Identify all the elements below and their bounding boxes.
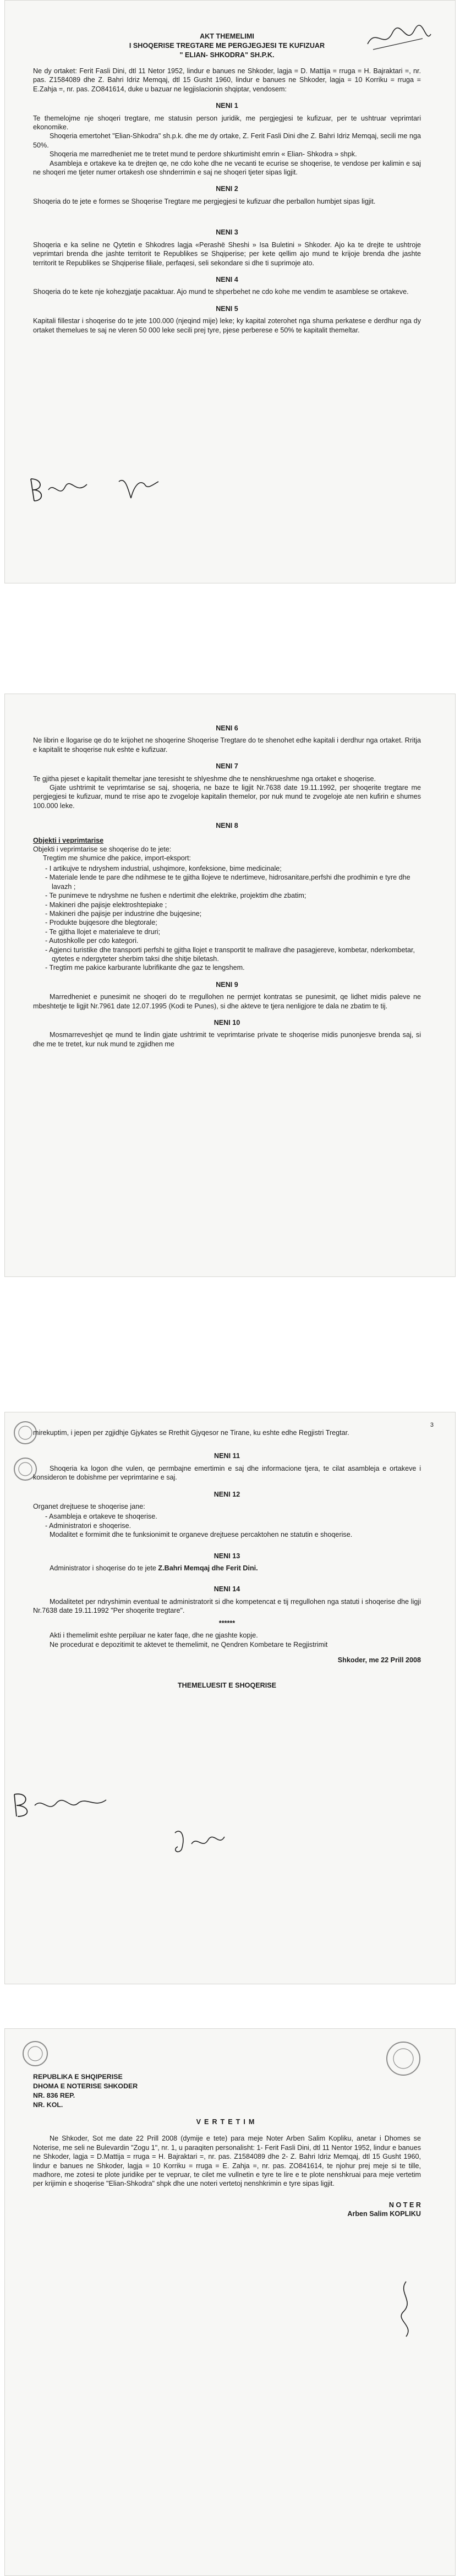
document-page-1	[4, 0, 456, 583]
article-heading: NENI 5	[216, 304, 238, 313]
header-line: NR. 836 REP.	[33, 2092, 75, 2099]
article-heading: NENI 10	[213, 1018, 240, 1027]
article-heading: NENI 8	[216, 822, 238, 830]
document-title: VERTETIM	[196, 2118, 258, 2126]
handwritten-signature	[169, 1825, 230, 1858]
list-item: - Autoshkolle per cdo kategori.	[45, 937, 139, 945]
article-heading: NENI 11	[214, 1452, 240, 1460]
list-item: - Administratori e shoqerise.	[45, 1521, 132, 1530]
intro-paragraph: Ne dy ortaket: Ferit Fasli Dini, dtl 11 Netor 1952, lindur e banues ne Shkoder, lagja = D. Mattija = rruga = H. Bajraktari =, nr. pas. Z1584089 dhe Z. Bahri Idriz Memqaj, dtl 15 Gusht 1960, lindur e banues ne Shkoder, lagja = 10 Korriku = rruga = E.Zahja =, nr. pas. ZO841614, duke u bazuar ne legjislacionin shqiptar, vendosem:	[33, 67, 421, 93]
document-page-3	[4, 1412, 456, 1984]
article-heading: NENI 12	[213, 1490, 240, 1498]
handwritten-signature	[26, 473, 92, 506]
article-text	[33, 1564, 421, 1573]
title-line: " ELIAN- SHKODRA" SH.P.K.	[179, 51, 275, 59]
article-heading: NENI 2	[216, 185, 238, 193]
administrator-name: Z.Bahri Memqaj dhe Ferit Dini.	[158, 1564, 258, 1573]
list-item: - Agjenci turistike dhe transporti perfshi te gjitha llojet e transportit te mallrave dhe pasagjereve, kombetar, nderkombetar, qytetes e ndergyteter sherbim taksi dhe shitje biletash.	[45, 946, 415, 963]
list-item: - Te gjitha llojet e materialeve te druri;	[45, 927, 161, 936]
list-item: - Asambleja e ortakeve te shoqerise.	[45, 1513, 157, 1521]
notary-title: N O T E R	[388, 2201, 421, 2209]
notary-name: Arben Salim KOPLIKU	[347, 2209, 421, 2218]
article-text: Tregtim me shumice dhe pakice, import-eksport:	[43, 854, 191, 863]
notary-header	[33, 2072, 421, 2110]
article-text: mirekuptim, i jepen per zgjidhje Gjykates se Rrethit Gjyqesor ne Tirane, ku eshte edhe Regjistri Tregtar.	[33, 1429, 349, 1437]
article-text: Shoqeria do te kete nje kohezgjatje pacaktuar. Ajo mund te shperbehet ne cdo kohe me vendim te asamblese se ortakeve.	[33, 288, 409, 296]
notary-signature-block	[33, 2201, 421, 2218]
section-subtitle: Objekti i veprimtarise	[33, 836, 104, 844]
article-text: Modalitet e formimit dhe te funksionimit te organeve drejtuese percaktohen ne statutin e shoqerise.	[50, 1531, 353, 1539]
document-page-2	[4, 694, 456, 1277]
handwritten-signature	[10, 1786, 120, 1825]
list-item: - Materiale lende te pare dhe ndihmese te te gjitha llojeve te ndertimeve, hidrosanitare,perfshi dhe prodhimin e tyre dhe lavazh ;	[45, 874, 410, 891]
list-item: - Tregtim me pakice karburante lubrifikante dhe gaz te lengshem.	[45, 964, 245, 972]
article-text: Shoqeria e ka seline ne Qytetin e Shkodres lagja «Perashë Sheshi » Isa Buletini » Shkoder. Ajo ka te drejte te ushtroje veprimtari brenda dhe jashte territorit te Republikes se Shqiperise; per kete qellim ajo mund te krijoje brenda dhe jashte territorit te Republikes se Shqiperise filiale, perfaqesi, seli sekondare si dhe ti suprimoje ato.	[33, 241, 421, 267]
title-line: AKT THEMELIMI	[200, 32, 254, 40]
article-heading: NENI 13	[213, 1552, 240, 1560]
article-heading: NENI 3	[216, 228, 238, 237]
list-item: - Te punimeve te ndryshme ne fushen e ndertimit dhe elektrike, projektim dhe zbatim;	[45, 892, 306, 900]
header-line: NR. KOL.	[33, 2101, 63, 2109]
header-line: DHOMA E NOTERISE SHKODER	[33, 2082, 138, 2090]
article-heading: NENI 4	[216, 275, 238, 283]
article-heading: NENI 1	[216, 102, 238, 110]
organs-list	[45, 1512, 421, 1530]
list-item: - Makineri dhe pajisje elektroshtepiake ;	[45, 900, 167, 909]
article-heading: NENI 7	[216, 762, 238, 771]
article-text: Ne procedurat e depozitimit te aktevet te themelimit, ne Qendren Kombetare te Regjistrimit	[50, 1640, 328, 1649]
handwritten-signature	[114, 473, 164, 506]
article-text: Shoqeria ka logon dhe vulen, qe permbajne emertimin e saj dhe informacione tjera, te cilat asambleja e ortakeve i konsideron te dobishme per veprimtarine e saj.	[33, 1464, 421, 1482]
article-text: Organet drejtuese te shoqerise jane:	[33, 1503, 145, 1511]
list-item: - Makineri dhe pajisje per industrine dhe bujqesine;	[45, 909, 202, 918]
article-text: Shoqeria emertohet "Elian-Shkodra" sh.p.k. dhe me dy ortake, Z. Ferit Fasli Dini dhe Z. Bahri Idriz Memqaj, secili me nga 50%.	[33, 132, 421, 149]
article-heading: NENI 6	[216, 724, 238, 732]
document-page-4	[4, 2028, 456, 2576]
article-text: Te themelojme nje shoqeri tregtare, me statusin person juridik, me pergjegjesi te kufizuar, per te ushtruar veprimtari ekonomike.	[33, 114, 421, 132]
article-text: Kapitali fillestar i shoqerise do te jete 100.000 (njeqind mije) leke; ky kapital zoterohet nga shuma perkatese e derdhur nga dy ortaket themelues te saj ne vleren 50 000 leke secili prej tyre, pjese perberese e 50% te kapitalit themeltar.	[33, 317, 421, 334]
document-title	[33, 32, 421, 60]
page-number: 3	[430, 1422, 434, 1428]
list-item: - I artikujve te ndryshem industrial, ushqimore, konfeksione, bime medicinale;	[45, 864, 282, 872]
article-text: Akti i themelimit eshte perpiluar ne kater faqe, dhe ne gjashte kopje.	[50, 1631, 258, 1640]
stamp-seal-icon	[21, 2039, 50, 2068]
header-line: REPUBLIKA E SHQIPERISE	[33, 2073, 123, 2081]
article-heading: NENI 9	[216, 980, 238, 989]
separator-stars: ******	[218, 1619, 236, 1627]
place-date: Shkoder, me 22 Prill 2008	[337, 1656, 421, 1664]
article-text: Shoqeria me marredheniet me te tretet mund te perdore shkurtimisht emrin « Elian- Shkodra » shpk.	[50, 150, 357, 159]
article-text: Objekti i veprimtarise se shoqerise do te jete:	[33, 845, 172, 854]
founders-heading: THEMELUESIT E SHOQERISE	[177, 1682, 277, 1690]
activity-list	[45, 864, 421, 973]
title-line: I SHOQERISE TREGTARE ME PERGJEGJESI TE KUFIZUAR	[129, 42, 325, 50]
certificate-text: Ne Shkoder, Sot me date 22 Prill 2008 (dymije e tete) para meje Noter Arben Salim Kopliku, anetar i Dhomes se Noterise, me seli ne Bulevardin "Zogu 1", nr. 1, u paraqiten personalisht: 1- Ferit Fasli Dini, dtl 11 Nentor 1952, lindur e banues ne Shkoder, lagja = D.Mattija = rruga = H. Bajraktari =, nr. pas. Z1584089 dhe 2- Z. Bahri Idriz Memqaj, dtl 15 Gusht 1960, lindur e banues ne Shkoder, lagja = 10 Korriku = rruga = E. Zahja =, nr. pas. ZO841614, te njohur prej meje si te tille, madhore, me zotesi te plote juridike per te vepruar, te cilet me vullnetin e tyre te lire e te plote nenshkruai para meje vertetim per krijimin e shoqerise "Elian-Shkodra" shpk dhe une noteri vertetoj nenshkrimin e tyre sipas ligjit.	[33, 2135, 421, 2188]
article-text-part: Administrator i shoqerise do te jete	[50, 1564, 158, 1573]
article-text: Asambleja e ortakeve ka te drejten qe, ne cdo kohe dhe ne vecanti te ecurise se shoqerise, te vendose per kalimin e saj ne shoqeri me tjeter numer ortakesh ose shnderrimin e saj ne shoqeri tjeter sipas ligjit.	[33, 159, 421, 177]
article-text: Te gjitha pjeset e kapitalit themeltar jane teresisht te shlyeshme dhe te nenshkrueshme nga ortaket e shoqerise.	[33, 774, 376, 783]
handwritten-signature	[384, 2279, 428, 2339]
list-item: - Produkte bujqesore dhe blegtorale;	[45, 919, 157, 927]
article-heading: NENI 14	[213, 1585, 240, 1593]
article-text: Ne librin e llogarise qe do te krijohet ne shoqerine Shoqerise Tregtare do te shenohet edhe kapitali i derdhur nga ortaket. Rritja e kapitalit te shoqerise nuk eshte e kufizuar.	[33, 736, 421, 754]
article-text: Modalitetet per ndryshimin eventual te administratorit si dhe kompetencat e tij rregullohen nga statuti i shoqerise dhe ligji Nr.7638 date 19.11.1992 "Per shoqerite tregtare".	[33, 1597, 421, 1615]
article-text: Marredheniet e punesimit ne shoqeri do te rregullohen ne permjet kontratas se punesimit, qe lidhet midis paleve ne mbeshtetje te ligjit Nr.7961 date 12.07.1995 (Kodi te Punes), si dhe akteve te tjera nenligjore te dala ne zbatim te tij.	[33, 993, 421, 1010]
article-text: Mosmarreveshjet qe mund te lindin gjate ushtrimit te veprimtarise private te shoqerise midis punonjesve brenda saj, si dhe me te tretet, kur nuk mund te zgjidhen me	[33, 1031, 421, 1048]
article-text: Shoqeria do te jete e formes se Shoqerise Tregtare me pergjegjesi te kufizuar dhe perballon humbjet sipas ligjit.	[33, 197, 376, 205]
article-text: Gjate ushtrimit te veprimtarise se saj, shoqeria, ne baze te ligjit Nr.7638 date 19.11.1992, per shoqerite tregtare me pergjegjesi te kufizuar, mund te rrise apo te zvogeloje kapitalin themelor, por nuk mund te zvogeloje ate nen kufirin e shumes 100.000 leke.	[33, 784, 421, 810]
